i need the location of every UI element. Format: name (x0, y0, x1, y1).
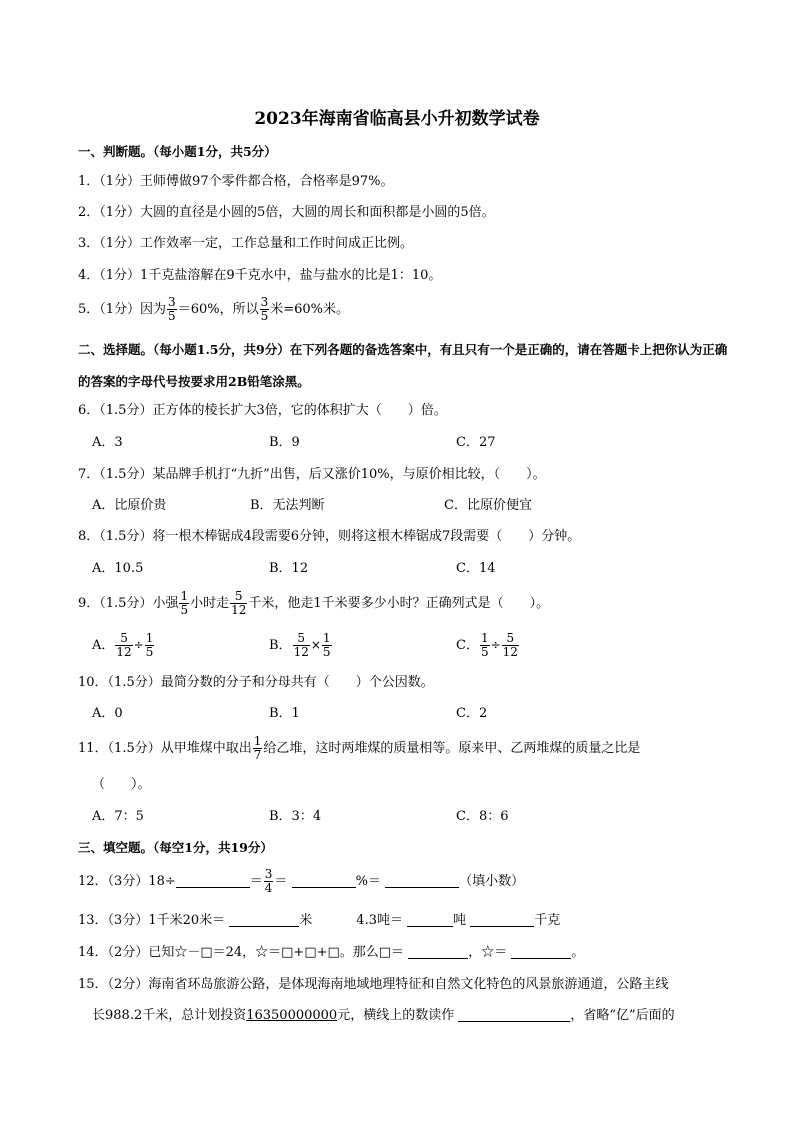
option-c[interactable]: C．27 (456, 435, 496, 450)
fraction: $\frac{1}{5}$ (180, 589, 189, 617)
option-a[interactable]: A．0 (92, 706, 123, 721)
q9-mid: 小时走 (190, 596, 230, 611)
fraction: $\frac{3}{5}$ (260, 295, 269, 323)
q7-options (92, 491, 692, 521)
question-4: 4．（1分）1千克盐溶解在9千克水中，盐与盐水的比是1：10。 (78, 268, 442, 283)
question-11 (78, 735, 640, 762)
q9-prefix: 9．（1.5分）小强 (78, 596, 179, 611)
section-heading-fill-blank: 三、填空题。（每空1分，共19分） (78, 840, 273, 855)
answer-blank[interactable] (470, 910, 534, 927)
answer-blank[interactable] (458, 1005, 570, 1022)
question-7: 7．（1.5分）某品牌手机打“九折”出售，后又涨价10%，与原价相比较，（ ）。 (78, 467, 546, 482)
q5-suffix: 米=60%米。 (270, 302, 350, 317)
question-2: 2．（1分）大圆的直径是小圆的5倍，大圆的周长和面积都是小圆的5倍。 (78, 205, 495, 220)
question-15-line1: 15．（2分）海南省环岛旅游公路，是体现海南地域地理特征和自然文化特色的风景旅游通道，公路主线 (78, 977, 669, 992)
option-c[interactable]: C． $\frac{1}{5}$ ÷ $\frac{5}{12}$ (456, 631, 518, 659)
question-12: 12．（3分）18÷ ＝ $\frac{3}{4}$ ＝ %＝ （填小数） (78, 867, 525, 895)
q6-options (92, 428, 692, 458)
option-a[interactable]: A．10.5 (92, 561, 144, 576)
option-a[interactable]: A．比原价贵 (92, 498, 167, 513)
question-9 (78, 590, 549, 617)
q9-options (92, 630, 692, 666)
section-heading-choice: 二、选择题。（每小题1.5分，共9分）在下列各题的备选答案中，有且只有一个是正确的，请在答题卡上把你认为正确的答案的字母代号按要求用2B铅笔涂黑。 (78, 342, 728, 389)
option-c[interactable]: C．比原价便宜 (444, 498, 532, 513)
answer-blank[interactable] (229, 910, 299, 927)
question-10: 10．（1.5分）最简分数的分子和分母共有（ ）个公因数。 (78, 675, 434, 690)
option-b[interactable]: B．9 (269, 435, 300, 450)
option-b[interactable]: B． $\frac{5}{12}$ × $\frac{1}{5}$ (269, 631, 331, 659)
section-heading-judgement: 一、判断题。（每小题1分，共5分） (78, 144, 277, 159)
question-14: 14．（2分）已知☆－□＝24，☆＝□+□+□。那么□＝ ，☆＝ 。 (78, 940, 584, 966)
fraction: $\frac{3}{4}$ (264, 867, 273, 895)
question-5 (78, 296, 349, 323)
option-c[interactable]: C．2 (456, 706, 488, 721)
q11-prefix: 11．（1.5分）从甲堆煤中取出 (78, 741, 252, 756)
fraction: $\frac{3}{5}$ (168, 295, 176, 323)
q10-options (92, 699, 692, 729)
question-6: 6．（1.5分）正方体的棱长扩大3倍，它的体积扩大（ ）倍。 (78, 403, 447, 418)
page-title: 2023年海南省临高县小升初数学试卷 (254, 109, 540, 129)
option-a[interactable]: A． $\frac{5}{12}$ ÷ $\frac{1}{5}$ (92, 631, 154, 659)
underlined-number: 16350000000 (246, 1008, 338, 1023)
option-c[interactable]: C．14 (456, 561, 496, 576)
option-b[interactable]: B．3：4 (269, 809, 322, 824)
option-b[interactable]: B．1 (269, 706, 300, 721)
option-b[interactable]: B．无法判断 (250, 498, 325, 513)
fraction: $\frac{1}{7}$ (253, 734, 262, 762)
question-15-line2: 长988.2千米，总计划投资16350000000元，横线上的数读作 ，省略“亿”后面的 (92, 1003, 675, 1029)
q11-suffix: 给乙堆，这时两堆煤的质量相等。原来甲、乙两堆煤的质量之比是 (263, 741, 641, 756)
q9-suffix: 千米，他走1千米要多少小时？正确列式是（ ）。 (248, 596, 550, 611)
answer-blank[interactable] (385, 871, 459, 888)
option-a[interactable]: A．7：5 (92, 809, 144, 824)
q5-prefix: 5．（1分）因为 (78, 302, 167, 317)
question-11-line2: （ ）。 (92, 777, 151, 792)
answer-blank[interactable] (408, 942, 468, 959)
question-3: 3．（1分）工作效率一定，工作总量和工作时间成正比例。 (78, 236, 414, 251)
question-8: 8．（1.5分）将一根木棒锯成4段需要6分钟，则将这根木棒锯成7段需要（ ）分钟。 (78, 529, 581, 544)
option-b[interactable]: B．12 (269, 561, 309, 576)
option-a[interactable]: A．3 (92, 435, 123, 450)
q5-mid: ＝60%，所以 (177, 302, 259, 317)
option-c[interactable]: C．8：6 (456, 809, 509, 824)
answer-blank[interactable] (292, 871, 356, 888)
answer-blank[interactable] (176, 871, 250, 888)
q11-options (92, 802, 692, 832)
question-13: 13．（3分）1千米20米＝ 米 4.3吨＝ 吨 千克 (78, 908, 560, 934)
answer-blank[interactable] (511, 942, 571, 959)
q8-options (92, 554, 692, 584)
question-1: 1．（1分）王师傅做97个零件都合格，合格率是97%。 (78, 174, 394, 189)
answer-blank[interactable] (407, 910, 453, 927)
fraction: $\frac{5}{12}$ (231, 589, 247, 617)
